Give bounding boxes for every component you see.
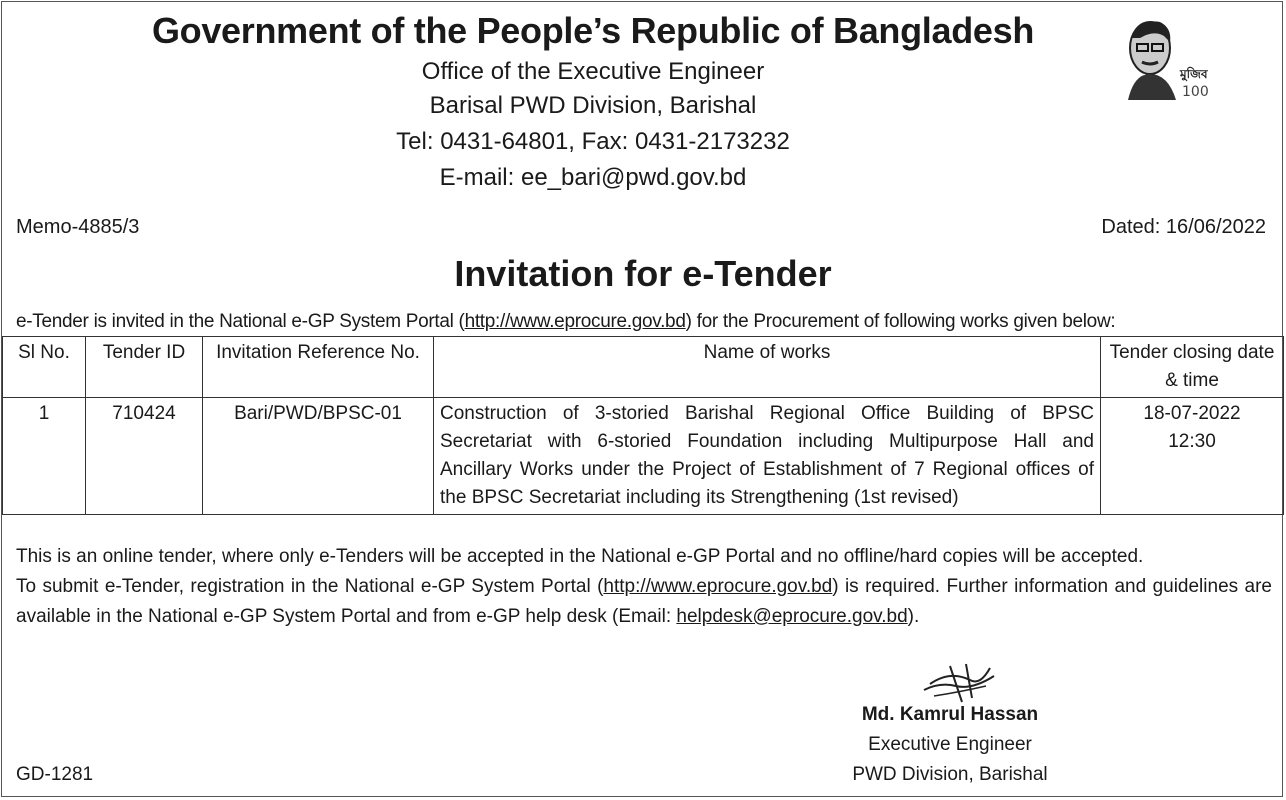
cell-closing (1101, 398, 1284, 515)
signatory-office: PWD Division, Barishal (852, 764, 1048, 785)
eprocure-link[interactable]: http://www.eprocure.gov.bd (464, 311, 686, 332)
table-row (3, 398, 1284, 515)
dated-line: Dated: 16/06/2022 (1101, 216, 1266, 238)
header-closing: Tender closing date & time (1101, 337, 1284, 398)
signature-image (920, 656, 1000, 706)
government-heading: Government of the People’s Republic of Bangladesh (151, 10, 1035, 51)
email-line: E-mail: ee_bari@pwd.gov.bd (439, 164, 747, 191)
helpdesk-email-link[interactable]: helpdesk@eprocure.gov.bd (676, 606, 908, 627)
svg-text:100: 100 (1182, 84, 1209, 100)
mujib-borsho-emblem (1120, 8, 1212, 100)
intro-text: e-Tender is invited in the National e-GP System Portal ( (16, 311, 465, 332)
division-name: Barisal PWD Division, Barishal (429, 92, 757, 119)
header-works: Name of works (434, 337, 1101, 398)
cell-works: Construction of 3-storied Barishal Regional Office Building of BPSC Secretariat with 6-storied Foundation including Multipurpose Hall and Ancillary Works under the Project of Establishment of 7 Regional offices of the BPSC Secretariat including its Strengthening (1st revised) (434, 398, 1101, 515)
closing-time: 12:30 (1168, 431, 1216, 452)
header-reference: Invitation Reference No. (203, 337, 434, 398)
eprocure-link-2[interactable]: http://www.eprocure.gov.bd (603, 576, 833, 597)
header-tender-id: Tender ID (86, 337, 203, 398)
signatory-name: Md. Kamrul Hassan (861, 704, 1039, 725)
signatory-designation: Executive Engineer (868, 734, 1032, 755)
note-text-end: ). (907, 606, 920, 627)
cell-reference: Bari/PWD/BPSC-01 (203, 398, 434, 515)
contact-line: Tel: 0431-64801, Fax: 0431-2173232 (396, 128, 790, 155)
intro-text-end: ) for the Procurement of following works given below: (685, 311, 1116, 332)
note-text-2: ) is required. Further information and guidelines are available in the National e-GP System Portal and from e-GP help desk (Email: (16, 576, 1272, 627)
office-name: Office of the Executive Engineer (421, 58, 765, 85)
notice-title: Invitation for e-Tender (454, 253, 832, 294)
note-online: This is an online tender, where only e-Tenders will be accepted in the National e-GP Portal and no offline/hard copies will be accepted. (16, 546, 1144, 567)
gd-number: GD-1281 (16, 764, 94, 785)
header-sl: Sl No. (3, 337, 86, 398)
cell-tender-id: 710424 (86, 398, 203, 515)
note-registration (16, 572, 1272, 632)
cell-sl: 1 (3, 398, 86, 515)
notes-block (16, 542, 1272, 632)
closing-date: 18-07-2022 (1143, 403, 1241, 424)
memo-number: Memo-4885/3 (16, 216, 140, 238)
table-header-row (3, 337, 1284, 398)
note-text: To submit e-Tender, registration in the National e-GP System Portal ( (16, 576, 604, 597)
tender-table (2, 336, 1284, 515)
intro-paragraph (16, 311, 1115, 333)
svg-text:মুজিব: মুজিব (1180, 67, 1208, 81)
